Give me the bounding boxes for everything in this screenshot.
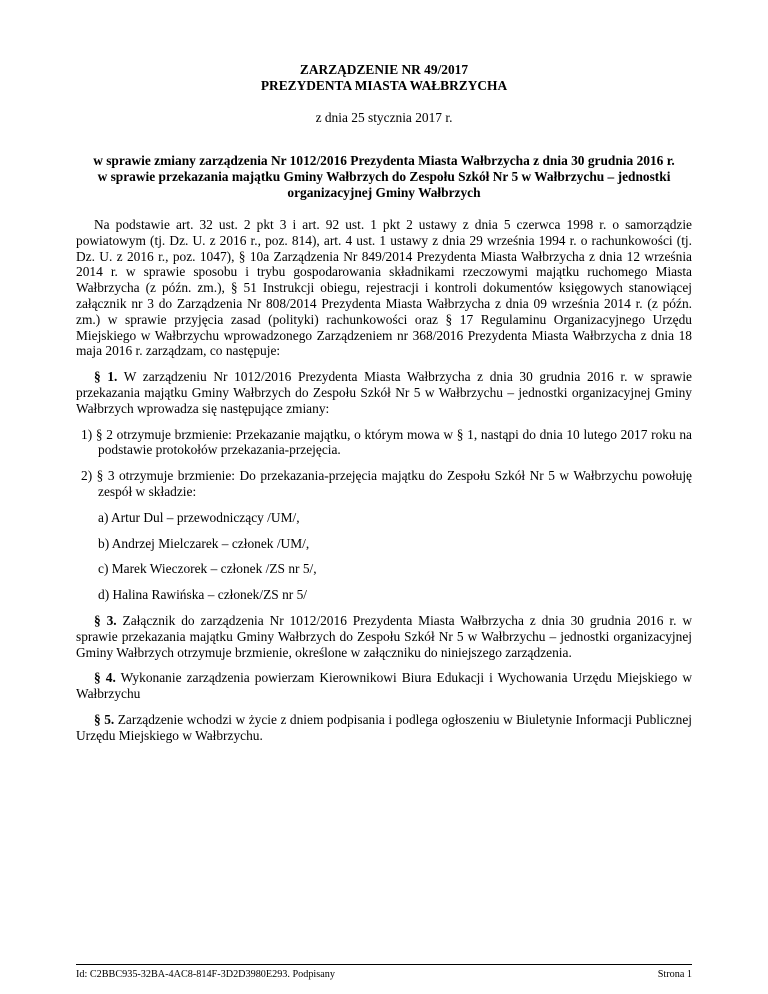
document-subject <box>76 153 692 201</box>
document-title <box>76 62 692 94</box>
document-body <box>76 217 692 744</box>
section-5 <box>76 712 692 744</box>
section-4-text: Wykonanie zarządzenia powierzam Kierownikowi Biura Edukacji i Wychowania Urzędu Miejskiego w Wałbrzychu <box>76 670 692 702</box>
section-3 <box>76 613 692 660</box>
document-id: Id: C2BBC935-32BA-4AC8-814F-3D2D3980E293. Podpisany <box>76 969 335 980</box>
page-number: Strona 1 <box>657 969 692 980</box>
section-1 <box>76 369 692 416</box>
subject-line-1: w sprawie zmiany zarządzenia Nr 1012/2016 Prezydenta Miasta Wałbrzycha z dnia 30 grudnia 2016 r. <box>93 153 675 168</box>
page-footer <box>76 969 692 980</box>
section-1-item-2: 2) § 3 otrzymuje brzmienie: Do przekazania-przejęcia majątku do Zespołu Szkół Nr 5 w Wałbrzychu powołuję zespół w składzie: <box>81 468 692 499</box>
section-4-number: § 4. <box>94 670 116 686</box>
preamble: Na podstawie art. 32 ust. 2 pkt 3 i art. 92 ust. 1 pkt 2 ustawy z dnia 5 czerwca 1998 r. o samorządzie powiatowym (tj. Dz. U. z 2016 r., poz. 814), art. 4 ust. 1 ustawy z dnia 29 września 1994 r. o rachunkowości (tj. Dz. U. z 2016 r., poz. 1047), § 10a Zarządzenia Nr 849/2014 Prezydenta Miasta Wałbrzycha z dnia 12 września 2014 r. w sprawie sposobu i trybu gospodarowania składnikami rzeczowymi majątku ruchomego Miasta Wałbrzycha (z późn. zm.), § 51 Instrukcji obiegu, rejestracji i kontroli dokumentów księgowych stanowiącej załącznik nr 3 do Zarządzenia Nr 808/2014 Prezydenta Miasta Wałbrzycha z dnia 09 września 2014 r. (z późn. zm.) w sprawie przyjęcia zasad (polityki) rachunkowości oraz § 17 Regulaminu Organizacyjnego Urzędu Miejskiego w Wałbrzychu wprowadzonego Zarządzeniem nr 368/2016 Prezydenta Miasta Wałbrzycha z dnia 18 maja 2016 r. zarządzam, co następuje: <box>76 217 692 359</box>
document-page <box>76 0 692 994</box>
section-1-item-1: 1) § 2 otrzymuje brzmienie: Przekazanie majątku, o którym mowa w § 1, nastąpi do dnia 10 lutego 2017 roku na podstawie protokołów przekazania-przejęcia. <box>81 426 692 458</box>
subject-line-2: w sprawie przekazania majątku Gminy Wałbrzych do Zespołu Szkół Nr 5 w Wałbrzychu – jednostki <box>97 169 671 184</box>
member-c: c) Marek Wieczorek – członek /ZS nr 5/, <box>98 561 317 577</box>
section-3-number: § 3. <box>94 612 117 628</box>
member-b: b) Andrzej Mielczarek – członek /UM/, <box>98 535 310 551</box>
title-line-1: ZARZĄDZENIE NR 49/2017 <box>299 62 469 77</box>
subject-line-3: organizacyjnej Gminy Wałbrzych <box>287 185 481 200</box>
section-1-number: § 1. <box>94 369 118 385</box>
document-date: z dnia 25 stycznia 2017 r. <box>315 110 453 125</box>
section-1-text: W zarządzeniu Nr 1012/2016 Prezydenta Miasta Wałbrzycha z dnia 30 grudnia 2016 r. w sprawie przekazania majątku Gminy Wałbrzych do Zespołu Szkół Nr 5 w Wałbrzychu – jednostki organizacyjnej Gminy Wałbrzych wprowadza się następujące zmiany: <box>76 369 692 416</box>
member-a: a) Artur Dul – przewodniczący /UM/, <box>98 509 300 525</box>
member-d: d) Halina Rawińska – członek/ZS nr 5/ <box>98 587 307 603</box>
title-line-2: PREZYDENTA MIASTA WAŁBRZYCHA <box>260 78 508 93</box>
footer-divider <box>76 964 692 965</box>
section-4 <box>76 670 692 702</box>
section-3-text: Załącznik do zarządzenia Nr 1012/2016 Prezydenta Miasta Wałbrzycha z dnia 30 grudnia 2016 r. w sprawie przekazania majątku Gminy Wałbrzych do Zespołu Szkół Nr 5 w Wałbrzychu – jednostki organizacyjnej Gminy Wałbrzych otrzymuje brzmienie, określone w załączniku do niniejszego zarządzenia. <box>76 612 692 660</box>
section-5-number: § 5. <box>94 711 115 727</box>
section-5-text: Zarządzenie wchodzi w życie z dniem podpisania i podlega ogłoszeniu w Biuletynie Informacji Publicznej Urzędu Miejskiego w Wałbrzychu. <box>76 711 692 743</box>
